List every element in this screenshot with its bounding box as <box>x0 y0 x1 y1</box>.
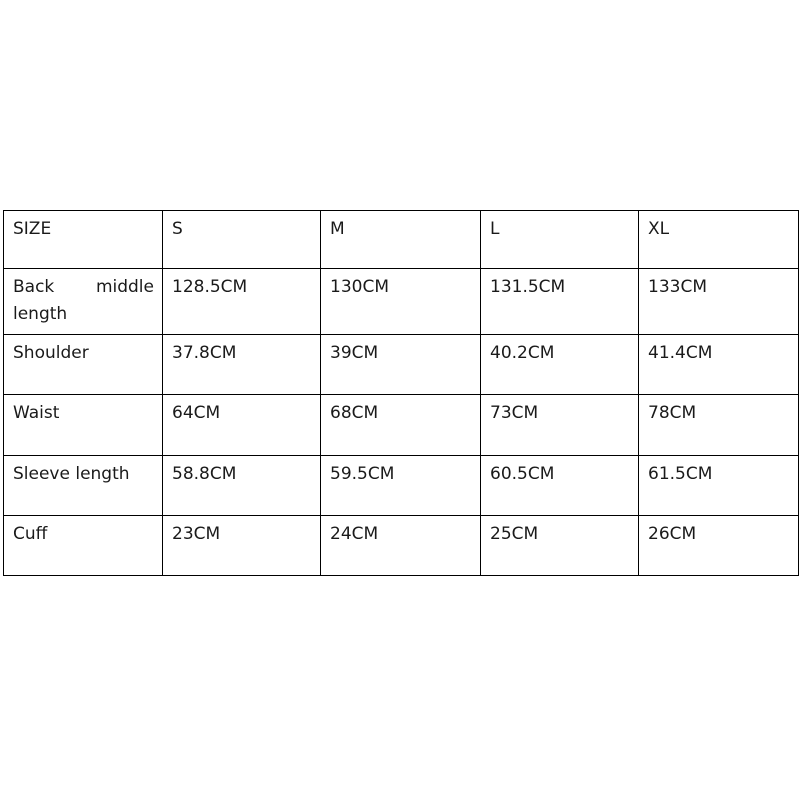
table-cell: 59.5CM <box>321 456 481 516</box>
row-label-shoulder: Shoulder <box>4 335 163 395</box>
table-cell: 131.5CM <box>481 269 639 335</box>
header-cell-l: L <box>481 211 639 269</box>
table-row <box>4 269 799 335</box>
header-cell-s: S <box>163 211 321 269</box>
table-cell: 64CM <box>163 395 321 456</box>
table-cell: 61.5CM <box>639 456 799 516</box>
table-cell: 41.4CM <box>639 335 799 395</box>
row-label-cuff: Cuff <box>4 516 163 576</box>
table-cell: 39CM <box>321 335 481 395</box>
table-row <box>4 516 799 576</box>
header-cell-xl: XL <box>639 211 799 269</box>
table-cell: 60.5CM <box>481 456 639 516</box>
table-cell: 23CM <box>163 516 321 576</box>
table-cell: 25CM <box>481 516 639 576</box>
table-cell: 26CM <box>639 516 799 576</box>
table-cell: 24CM <box>321 516 481 576</box>
header-cell-m: M <box>321 211 481 269</box>
table-cell: 68CM <box>321 395 481 456</box>
size-chart-table <box>3 210 799 576</box>
row-label-back-middle-length: Back middle length <box>4 269 163 335</box>
row-label-waist: Waist <box>4 395 163 456</box>
table-cell: 40.2CM <box>481 335 639 395</box>
table-row <box>4 456 799 516</box>
table-row <box>4 335 799 395</box>
table-cell: 128.5CM <box>163 269 321 335</box>
table-cell: 78CM <box>639 395 799 456</box>
table-cell: 58.8CM <box>163 456 321 516</box>
table-row <box>4 395 799 456</box>
table-cell: 133CM <box>639 269 799 335</box>
table-header-row <box>4 211 799 269</box>
table-cell: 130CM <box>321 269 481 335</box>
table-cell: 37.8CM <box>163 335 321 395</box>
table-cell: 73CM <box>481 395 639 456</box>
row-label-sleeve-length: Sleeve length <box>4 456 163 516</box>
header-cell-size: SIZE <box>4 211 163 269</box>
